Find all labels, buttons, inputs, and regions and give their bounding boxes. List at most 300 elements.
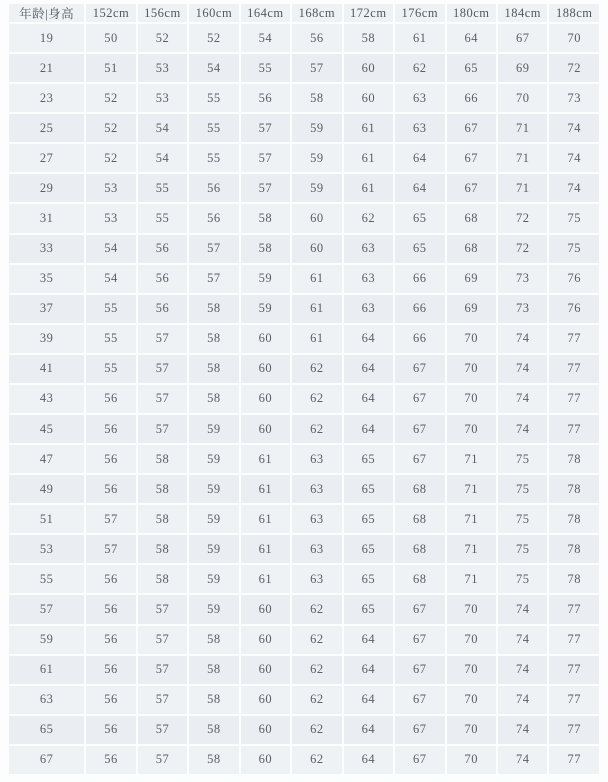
row-header-age: 57 — [9, 595, 84, 623]
table-cell: 75 — [498, 565, 547, 593]
table-row — [9, 686, 599, 714]
table-cell: 60 — [241, 716, 290, 744]
table-cell: 71 — [447, 475, 496, 503]
table-cell: 74 — [498, 686, 547, 714]
row-header-age: 51 — [9, 505, 84, 533]
table-cell: 78 — [549, 505, 599, 533]
table-row — [9, 626, 599, 654]
table-cell: 63 — [292, 505, 341, 533]
table-cell: 57 — [138, 355, 187, 383]
table-cell: 69 — [447, 295, 496, 323]
table-cell: 73 — [498, 295, 547, 323]
table-row — [9, 746, 599, 774]
table-cell: 59 — [189, 595, 238, 623]
table-cell: 55 — [86, 325, 135, 353]
table-cell: 64 — [344, 626, 393, 654]
table-cell: 55 — [241, 54, 290, 82]
row-header-age: 67 — [9, 746, 84, 774]
table-cell: 60 — [241, 415, 290, 443]
table-cell: 65 — [344, 535, 393, 563]
row-header-age: 37 — [9, 295, 84, 323]
table-cell: 61 — [395, 24, 444, 52]
table-cell: 74 — [549, 144, 599, 172]
table-cell: 67 — [395, 626, 444, 654]
table-cell: 55 — [138, 204, 187, 232]
table-cell: 69 — [498, 54, 547, 82]
table-cell: 67 — [447, 114, 496, 142]
table-cell: 62 — [292, 686, 341, 714]
table-cell: 56 — [86, 686, 135, 714]
table-cell: 57 — [138, 656, 187, 684]
table-cell: 57 — [138, 415, 187, 443]
table-cell: 71 — [447, 535, 496, 563]
table-cell: 59 — [292, 174, 341, 202]
table-cell: 61 — [292, 265, 341, 293]
table-cell: 62 — [292, 656, 341, 684]
table-cell: 77 — [549, 716, 599, 744]
table-cell: 70 — [447, 716, 496, 744]
table-cell: 70 — [447, 746, 496, 774]
table-cell: 74 — [498, 746, 547, 774]
table-cell: 58 — [241, 204, 290, 232]
table-cell: 58 — [138, 475, 187, 503]
table-cell: 75 — [549, 204, 599, 232]
table-cell: 55 — [189, 114, 238, 142]
table-cell: 64 — [344, 385, 393, 413]
row-header-age: 47 — [9, 445, 84, 473]
table-cell: 64 — [344, 656, 393, 684]
table-body — [9, 24, 599, 774]
table-cell: 62 — [292, 626, 341, 654]
table-cell: 63 — [292, 565, 341, 593]
table-cell: 65 — [344, 475, 393, 503]
table-cell: 60 — [241, 656, 290, 684]
table-cell: 55 — [189, 84, 238, 112]
table-cell: 75 — [498, 535, 547, 563]
table-cell: 63 — [395, 84, 444, 112]
table-cell: 54 — [86, 235, 135, 263]
table-cell: 52 — [86, 114, 135, 142]
table-cell: 55 — [86, 295, 135, 323]
table-row — [9, 415, 599, 443]
column-header-height: 176cm — [395, 4, 444, 22]
table-cell: 57 — [138, 325, 187, 353]
column-header-height: 184cm — [498, 4, 547, 22]
table-cell: 60 — [241, 325, 290, 353]
table-cell: 70 — [447, 656, 496, 684]
table-cell: 71 — [498, 144, 547, 172]
table-cell: 71 — [447, 505, 496, 533]
table-cell: 68 — [395, 505, 444, 533]
table-cell: 60 — [241, 686, 290, 714]
table-cell: 71 — [498, 114, 547, 142]
table-cell: 57 — [241, 144, 290, 172]
table-cell: 61 — [241, 445, 290, 473]
row-header-age: 53 — [9, 535, 84, 563]
table-cell: 61 — [241, 475, 290, 503]
column-header-height: 156cm — [138, 4, 187, 22]
table-cell: 65 — [395, 204, 444, 232]
table-cell: 64 — [344, 716, 393, 744]
table-cell: 59 — [189, 445, 238, 473]
table-cell: 78 — [549, 475, 599, 503]
table-cell: 56 — [189, 174, 238, 202]
table-cell: 58 — [344, 24, 393, 52]
table-cell: 58 — [189, 686, 238, 714]
table-cell: 76 — [549, 295, 599, 323]
table-cell: 75 — [549, 235, 599, 263]
table-cell: 66 — [395, 265, 444, 293]
table-cell: 68 — [395, 475, 444, 503]
table-cell: 60 — [241, 746, 290, 774]
row-header-age: 23 — [9, 84, 84, 112]
table-cell: 75 — [498, 475, 547, 503]
table-cell: 62 — [292, 716, 341, 744]
table-cell: 67 — [395, 716, 444, 744]
table-cell: 58 — [138, 535, 187, 563]
table-cell: 58 — [138, 445, 187, 473]
table-cell: 64 — [344, 686, 393, 714]
table-cell: 64 — [344, 415, 393, 443]
row-header-age: 31 — [9, 204, 84, 232]
table-row — [9, 656, 599, 684]
corner-header-age-height: 年龄|身高 — [9, 4, 84, 22]
table-cell: 58 — [189, 385, 238, 413]
table-cell: 78 — [549, 565, 599, 593]
table-cell: 64 — [447, 24, 496, 52]
table-cell: 58 — [189, 325, 238, 353]
table-cell: 56 — [86, 565, 135, 593]
table-cell: 74 — [498, 355, 547, 383]
table-cell: 74 — [549, 114, 599, 142]
table-header — [9, 4, 599, 22]
table-cell: 56 — [86, 415, 135, 443]
table-cell: 57 — [138, 686, 187, 714]
table-cell: 57 — [86, 505, 135, 533]
table-cell: 59 — [241, 295, 290, 323]
table-cell: 67 — [395, 355, 444, 383]
table-cell: 72 — [549, 54, 599, 82]
table-cell: 51 — [86, 54, 135, 82]
table-cell: 70 — [498, 84, 547, 112]
table-row — [9, 355, 599, 383]
table-cell: 62 — [292, 415, 341, 443]
table-cell: 74 — [549, 174, 599, 202]
table-cell: 53 — [86, 174, 135, 202]
table-cell: 63 — [344, 295, 393, 323]
table-cell: 64 — [395, 144, 444, 172]
table-cell: 74 — [498, 716, 547, 744]
table-cell: 59 — [189, 505, 238, 533]
table-cell: 60 — [292, 235, 341, 263]
row-header-age: 33 — [9, 235, 84, 263]
row-header-age: 29 — [9, 174, 84, 202]
table-row — [9, 84, 599, 112]
table-cell: 77 — [549, 656, 599, 684]
header-row — [9, 4, 599, 22]
row-header-age: 39 — [9, 325, 84, 353]
table-cell: 59 — [292, 114, 341, 142]
table-cell: 60 — [344, 54, 393, 82]
table-cell: 61 — [292, 295, 341, 323]
table-cell: 53 — [86, 204, 135, 232]
table-cell: 57 — [189, 265, 238, 293]
table-cell: 56 — [86, 716, 135, 744]
column-header-height: 180cm — [447, 4, 496, 22]
table-cell: 68 — [395, 535, 444, 563]
table-cell: 58 — [189, 626, 238, 654]
table-row — [9, 144, 599, 172]
table-cell: 71 — [447, 565, 496, 593]
table-cell: 66 — [395, 295, 444, 323]
row-header-age: 27 — [9, 144, 84, 172]
table-cell: 78 — [549, 535, 599, 563]
table-cell: 57 — [138, 716, 187, 744]
table-cell: 54 — [138, 114, 187, 142]
table-row — [9, 475, 599, 503]
table-cell: 58 — [292, 84, 341, 112]
table-cell: 67 — [395, 445, 444, 473]
row-header-age: 63 — [9, 686, 84, 714]
table-cell: 77 — [549, 325, 599, 353]
table-cell: 72 — [498, 235, 547, 263]
table-row — [9, 54, 599, 82]
size-chart-container — [7, 2, 601, 776]
table-cell: 60 — [241, 355, 290, 383]
row-header-age: 49 — [9, 475, 84, 503]
table-cell: 62 — [344, 204, 393, 232]
table-row — [9, 565, 599, 593]
table-cell: 67 — [395, 595, 444, 623]
table-cell: 64 — [395, 174, 444, 202]
table-cell: 77 — [549, 385, 599, 413]
table-cell: 56 — [86, 445, 135, 473]
table-cell: 61 — [344, 114, 393, 142]
table-cell: 56 — [138, 295, 187, 323]
table-cell: 65 — [344, 595, 393, 623]
table-cell: 67 — [395, 385, 444, 413]
column-header-height: 172cm — [344, 4, 393, 22]
table-cell: 50 — [86, 24, 135, 52]
table-cell: 61 — [344, 144, 393, 172]
table-cell: 62 — [292, 595, 341, 623]
table-cell: 68 — [447, 204, 496, 232]
table-cell: 65 — [395, 235, 444, 263]
table-cell: 73 — [549, 84, 599, 112]
table-cell: 54 — [86, 265, 135, 293]
table-row — [9, 204, 599, 232]
table-cell: 74 — [498, 325, 547, 353]
table-cell: 70 — [447, 325, 496, 353]
table-cell: 57 — [292, 54, 341, 82]
table-cell: 70 — [447, 415, 496, 443]
table-cell: 61 — [241, 505, 290, 533]
table-cell: 77 — [549, 686, 599, 714]
table-cell: 58 — [241, 235, 290, 263]
table-cell: 67 — [395, 656, 444, 684]
table-cell: 70 — [447, 595, 496, 623]
table-cell: 62 — [292, 355, 341, 383]
table-cell: 60 — [241, 385, 290, 413]
table-cell: 52 — [86, 144, 135, 172]
table-cell: 56 — [86, 656, 135, 684]
table-cell: 56 — [189, 204, 238, 232]
table-cell: 68 — [395, 565, 444, 593]
table-cell: 57 — [138, 595, 187, 623]
table-cell: 63 — [292, 445, 341, 473]
table-cell: 71 — [447, 445, 496, 473]
table-row — [9, 505, 599, 533]
table-cell: 60 — [292, 204, 341, 232]
table-cell: 61 — [241, 565, 290, 593]
table-cell: 59 — [189, 415, 238, 443]
column-header-height: 164cm — [241, 4, 290, 22]
table-cell: 67 — [395, 746, 444, 774]
table-cell: 58 — [138, 565, 187, 593]
table-cell: 77 — [549, 595, 599, 623]
table-cell: 63 — [344, 265, 393, 293]
size-chart-table — [7, 2, 601, 776]
table-cell: 57 — [138, 746, 187, 774]
table-cell: 65 — [447, 54, 496, 82]
table-cell: 67 — [395, 415, 444, 443]
table-cell: 58 — [138, 505, 187, 533]
table-cell: 57 — [241, 114, 290, 142]
row-header-age: 61 — [9, 656, 84, 684]
row-header-age: 55 — [9, 565, 84, 593]
table-cell: 64 — [344, 325, 393, 353]
row-header-age: 43 — [9, 385, 84, 413]
table-cell: 63 — [292, 475, 341, 503]
table-cell: 57 — [241, 174, 290, 202]
table-cell: 53 — [138, 54, 187, 82]
table-row — [9, 265, 599, 293]
row-header-age: 19 — [9, 24, 84, 52]
table-cell: 57 — [189, 235, 238, 263]
table-cell: 63 — [292, 535, 341, 563]
table-cell: 55 — [138, 174, 187, 202]
table-cell: 58 — [189, 716, 238, 744]
table-cell: 58 — [189, 355, 238, 383]
table-cell: 52 — [138, 24, 187, 52]
table-cell: 64 — [344, 746, 393, 774]
row-header-age: 59 — [9, 626, 84, 654]
table-cell: 70 — [447, 626, 496, 654]
table-row — [9, 535, 599, 563]
table-cell: 59 — [292, 144, 341, 172]
table-cell: 70 — [447, 385, 496, 413]
table-cell: 56 — [86, 475, 135, 503]
column-header-height: 168cm — [292, 4, 341, 22]
column-header-height: 152cm — [86, 4, 135, 22]
table-cell: 76 — [549, 265, 599, 293]
table-cell: 54 — [138, 144, 187, 172]
row-header-age: 41 — [9, 355, 84, 383]
table-cell: 60 — [241, 626, 290, 654]
table-cell: 70 — [447, 686, 496, 714]
table-cell: 71 — [498, 174, 547, 202]
table-cell: 62 — [292, 746, 341, 774]
table-cell: 77 — [549, 746, 599, 774]
table-cell: 56 — [86, 626, 135, 654]
table-cell: 56 — [86, 595, 135, 623]
table-cell: 58 — [189, 656, 238, 684]
table-cell: 55 — [86, 355, 135, 383]
table-cell: 75 — [498, 445, 547, 473]
table-cell: 62 — [292, 385, 341, 413]
table-row — [9, 595, 599, 623]
table-cell: 57 — [138, 385, 187, 413]
table-cell: 75 — [498, 505, 547, 533]
table-cell: 59 — [189, 475, 238, 503]
table-cell: 67 — [498, 24, 547, 52]
table-cell: 65 — [344, 505, 393, 533]
table-cell: 56 — [86, 385, 135, 413]
table-cell: 63 — [344, 235, 393, 263]
column-header-height: 160cm — [189, 4, 238, 22]
table-row — [9, 24, 599, 52]
table-row — [9, 716, 599, 744]
table-cell: 64 — [344, 355, 393, 383]
table-row — [9, 235, 599, 263]
table-cell: 62 — [395, 54, 444, 82]
table-cell: 78 — [549, 445, 599, 473]
table-cell: 56 — [292, 24, 341, 52]
row-header-age: 65 — [9, 716, 84, 744]
column-header-height: 188cm — [549, 4, 599, 22]
table-cell: 56 — [138, 265, 187, 293]
table-cell: 59 — [189, 565, 238, 593]
table-cell: 52 — [86, 84, 135, 112]
table-cell: 66 — [395, 325, 444, 353]
table-row — [9, 295, 599, 323]
table-cell: 57 — [138, 626, 187, 654]
table-cell: 65 — [344, 445, 393, 473]
table-cell: 61 — [241, 535, 290, 563]
row-header-age: 45 — [9, 415, 84, 443]
table-cell: 77 — [549, 355, 599, 383]
table-cell: 56 — [241, 84, 290, 112]
table-cell: 67 — [447, 144, 496, 172]
table-cell: 74 — [498, 385, 547, 413]
table-cell: 77 — [549, 626, 599, 654]
table-cell: 59 — [189, 535, 238, 563]
table-cell: 74 — [498, 626, 547, 654]
table-cell: 58 — [189, 295, 238, 323]
table-cell: 57 — [86, 535, 135, 563]
table-cell: 74 — [498, 595, 547, 623]
table-cell: 61 — [344, 174, 393, 202]
table-cell: 73 — [498, 265, 547, 293]
table-cell: 52 — [189, 24, 238, 52]
row-header-age: 21 — [9, 54, 84, 82]
table-cell: 56 — [138, 235, 187, 263]
table-cell: 61 — [292, 325, 341, 353]
table-cell: 66 — [447, 84, 496, 112]
table-cell: 53 — [138, 84, 187, 112]
table-cell: 54 — [241, 24, 290, 52]
table-row — [9, 114, 599, 142]
table-cell: 74 — [498, 415, 547, 443]
table-cell: 65 — [344, 565, 393, 593]
table-cell: 58 — [189, 746, 238, 774]
table-cell: 60 — [344, 84, 393, 112]
table-cell: 56 — [86, 746, 135, 774]
table-cell: 63 — [395, 114, 444, 142]
table-row — [9, 325, 599, 353]
row-header-age: 35 — [9, 265, 84, 293]
table-cell: 72 — [498, 204, 547, 232]
